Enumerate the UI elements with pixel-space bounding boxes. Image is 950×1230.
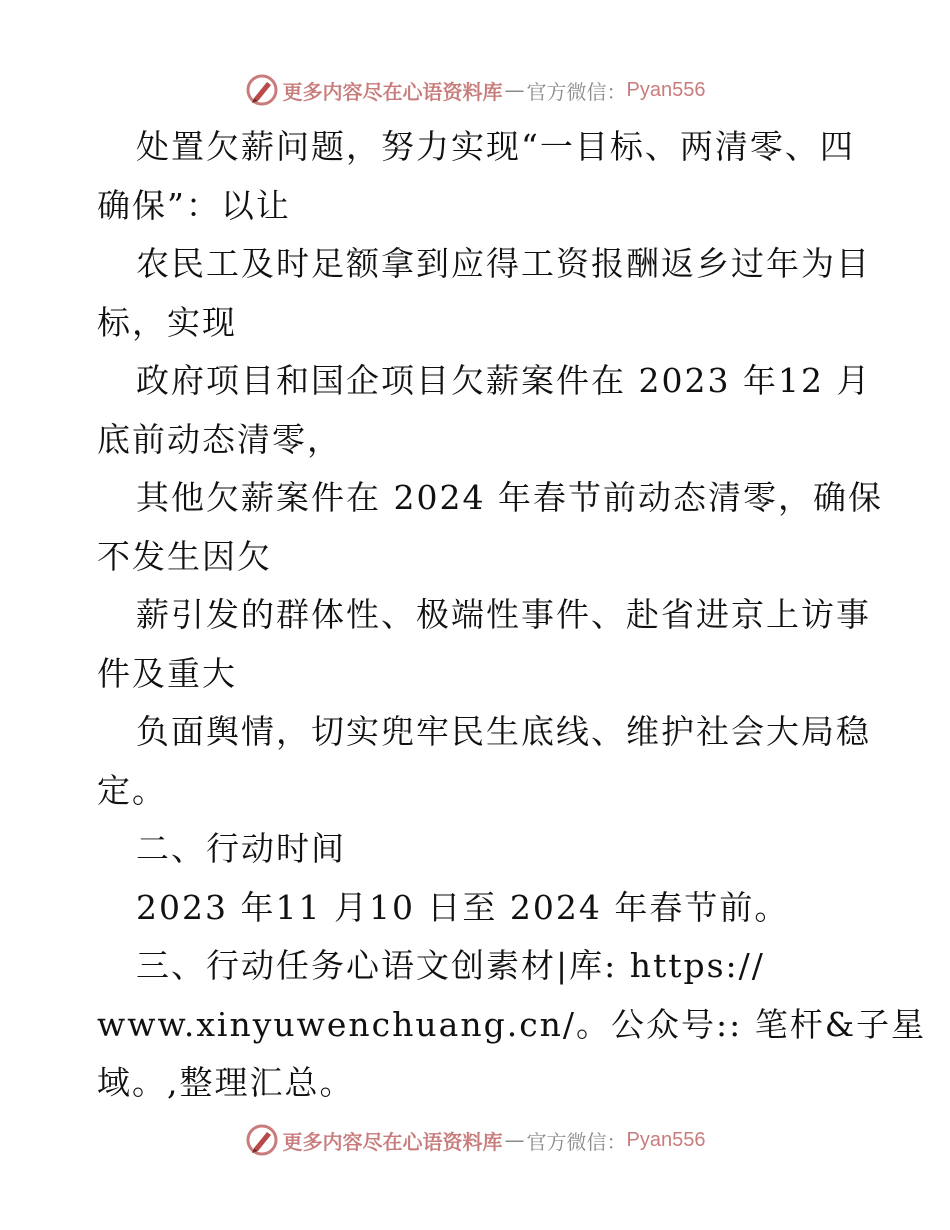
text-line: 件及重大 bbox=[97, 653, 237, 693]
text-line: 定。 bbox=[97, 770, 167, 810]
footer-watermark-banner bbox=[0, 1122, 950, 1158]
banner-dash: — bbox=[504, 1128, 525, 1152]
document-body bbox=[97, 118, 927, 1113]
text-line: 确保”：以让 bbox=[97, 185, 291, 225]
text-line: 处置欠薪问题，努力实现“一目标、两清零、四 bbox=[136, 127, 855, 166]
text-line: 政府项目和国企项目欠薪案件在 2023 年12 月 bbox=[136, 361, 872, 400]
pen-logo-icon bbox=[245, 73, 279, 107]
banner-dash: — bbox=[504, 78, 525, 102]
banner-slogan: 更多内容尽在心语资料库 bbox=[282, 1129, 503, 1154]
text-line: 2023 年11 月10 日至 2024 年春节前。 bbox=[136, 887, 790, 927]
banner-slogan: 更多内容尽在心语资料库 bbox=[282, 79, 503, 104]
text-line: 薪引发的群体性、极端性事件、赴省进京上访事 bbox=[136, 595, 871, 634]
text-line: 其他欠薪案件在 2024 年春节前动态清零，确保 bbox=[136, 478, 883, 517]
text-line: 农民工及时足额拿到应得工资报酬返乡过年为目 bbox=[136, 244, 871, 283]
banner-wechat-label: 官方微信： bbox=[526, 1129, 627, 1154]
pen-logo-icon bbox=[245, 1123, 279, 1157]
text-line: 标，实现 bbox=[97, 302, 237, 342]
text-line: www.xinyuwenchuang.cn/。公众号:: 笔杆&子星 bbox=[97, 1004, 927, 1044]
banner-wechat-id: Pyan556 bbox=[626, 78, 706, 101]
text-line: 不发生因欠 bbox=[97, 536, 272, 576]
section-heading: 二、行动时间 bbox=[136, 829, 346, 868]
text-line: 底前动态清零， bbox=[97, 419, 342, 459]
section-heading: 三、行动任务心语文创素材|库: https:// bbox=[136, 946, 765, 985]
text-line: 负面舆情，切实兜牢民生底线、维护社会大局稳 bbox=[136, 712, 871, 751]
banner-wechat-label: 官方微信： bbox=[526, 79, 627, 104]
header-watermark-banner bbox=[0, 72, 950, 108]
banner-wechat-id: Pyan556 bbox=[626, 1128, 706, 1151]
text-line: 域。,整理汇总。 bbox=[97, 1063, 355, 1102]
